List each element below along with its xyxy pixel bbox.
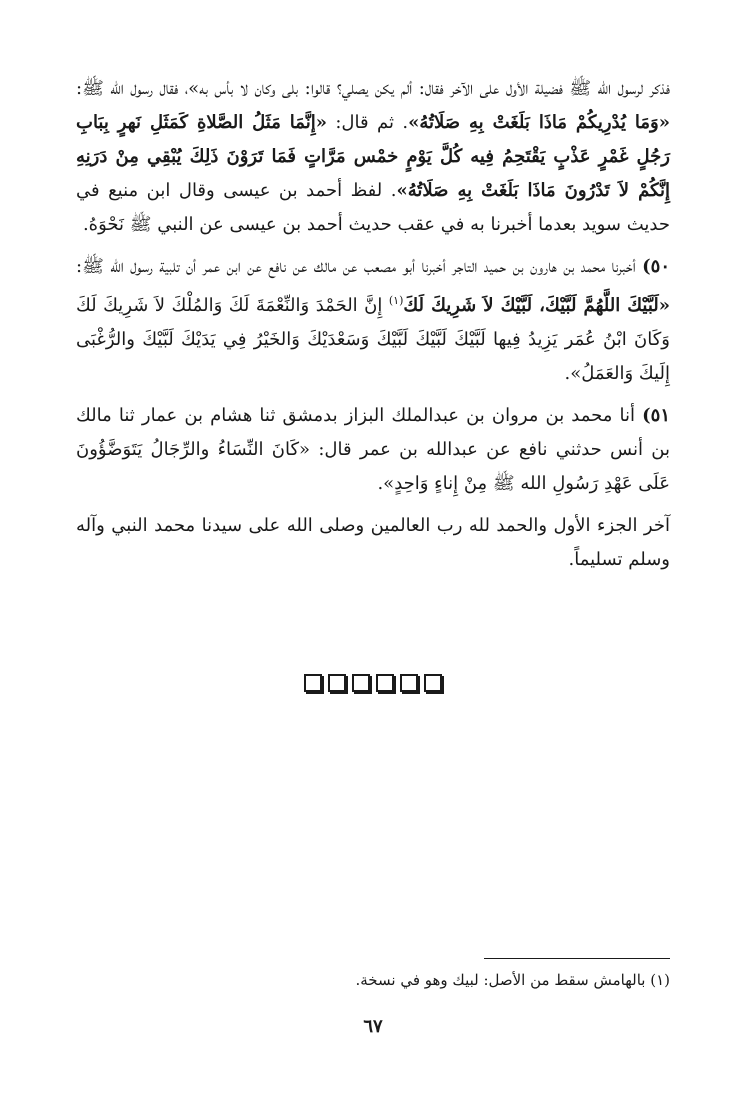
paragraph-hadith-continuation — [76, 72, 670, 242]
footnote-divider — [484, 958, 670, 959]
ornament-square-icon — [304, 674, 322, 692]
ornament-square-icon — [328, 674, 346, 692]
book-page — [76, 72, 670, 1052]
hadith-number: ٥١) — [642, 405, 670, 426]
paragraph-hadith-51 — [76, 399, 670, 501]
paragraph-text: فذكر لرسول الله ﷺ فضيلة الأول على الآخر فقال: ألم يكن يصلي؟ قالوا: بلى وكان لا بأس به»، فقال رسول الله ﷺ: — [76, 78, 670, 99]
paragraph-text: . ثم قال: — [326, 112, 409, 133]
footnote: (١) بالهامش سقط من الأصل: لبيك وهو في نسخة. — [355, 971, 670, 989]
paragraph-hadith-50 — [76, 250, 670, 391]
hadith-quote: «وَمَا يُدْرِيكُمْ مَاذَا بَلَغَتْ بِهِ صَلَاتُهُ» — [408, 112, 670, 133]
ornament-square-icon — [352, 674, 370, 692]
footnote-reference: (١) — [388, 294, 404, 307]
paragraph-text: . لفظ أحمد بن عيسى وقال ابن منيع في حديث سويد بعدما أخبرنا به في عقب حديث أحمد بن عيسى عن النبي ﷺ نَحْوَهُ. — [76, 180, 670, 235]
hadith-quote: «إِنَّمَا مَثَلُ الصَّلاةِ كَمَثَلِ نَهرٍ بِبَابِ رَجُلٍ غَمْرٍ عَذْبٍ يَقْتَحِمُ فِيه كُلَّ يَوْمٍ خمْس مَرَّاتٍ فَمَا تَرَوْنَ ذَلِكَ يُبْقِي مِنْ دَرَنِهِ إِنَّكُمْ لاَ تَدْرُونَ مَاذَا بَلَغَتْ بِهِ صَلَاتُهُ» — [76, 112, 670, 201]
paragraph-text: أنا محمد بن مروان بن عبدالملك البزاز بدمشق ثنا هشام بن عمار ثنا مالك بن أنس حدثني نافع عن عبدالله بن عمر قال: — [76, 405, 670, 460]
section-ornament-row — [76, 672, 670, 692]
closing-colophon: آخر الجزء الأول والحمد لله رب العالمين وصلى الله على سيدنا محمد النبي وآله وسلم تسليماً. — [76, 515, 670, 570]
ornament-square-icon — [376, 674, 394, 692]
page-number: ٦٧ — [363, 1016, 383, 1037]
hadith-quote: «كَانَ النِّسَاءُ والرِّجَالُ يَتَوَضَّؤُونَ عَلَى عَهْدِ رَسُولِ الله ﷺ مِنْ إِناءٍ وَاحِدٍ». — [76, 439, 670, 494]
paragraph-text: أخبرنا محمد بن هارون بن حميد التاجر أخبرنا أبو مصعب عن مالك عن نافع عن ابن عمر أن تلبية رسول الله ﷺ: — [76, 256, 643, 277]
ornament-square-icon — [424, 674, 442, 692]
ornament-square-icon — [400, 674, 418, 692]
hadith-quote: «لَبَّيْكَ اللَّهُمَّ لَبَّيْكَ، لَبَّيْكَ لاَ شَرِيكَ لَكَ — [403, 295, 670, 316]
hadith-number: ٥٠) — [642, 256, 670, 277]
hadith-quote-continued: إِنَّ الحَمْدَ وَالنِّعْمَةَ لَكَ وَالمُلْكَ لاَ شَرِيكَ لَكَ وَكَانَ ابْنُ عُمَر يَزِيدُ فِيها لَبَّيْكَ لَبَّيْكَ لَبَّيْكَ وَسَعْدَيْكَ وَالخَيْرُ فِي يَدَيْكَ لَبَّيْكَ والرُّغْبَى إِلَيكَ وَالعَمَلُ». — [76, 295, 670, 384]
